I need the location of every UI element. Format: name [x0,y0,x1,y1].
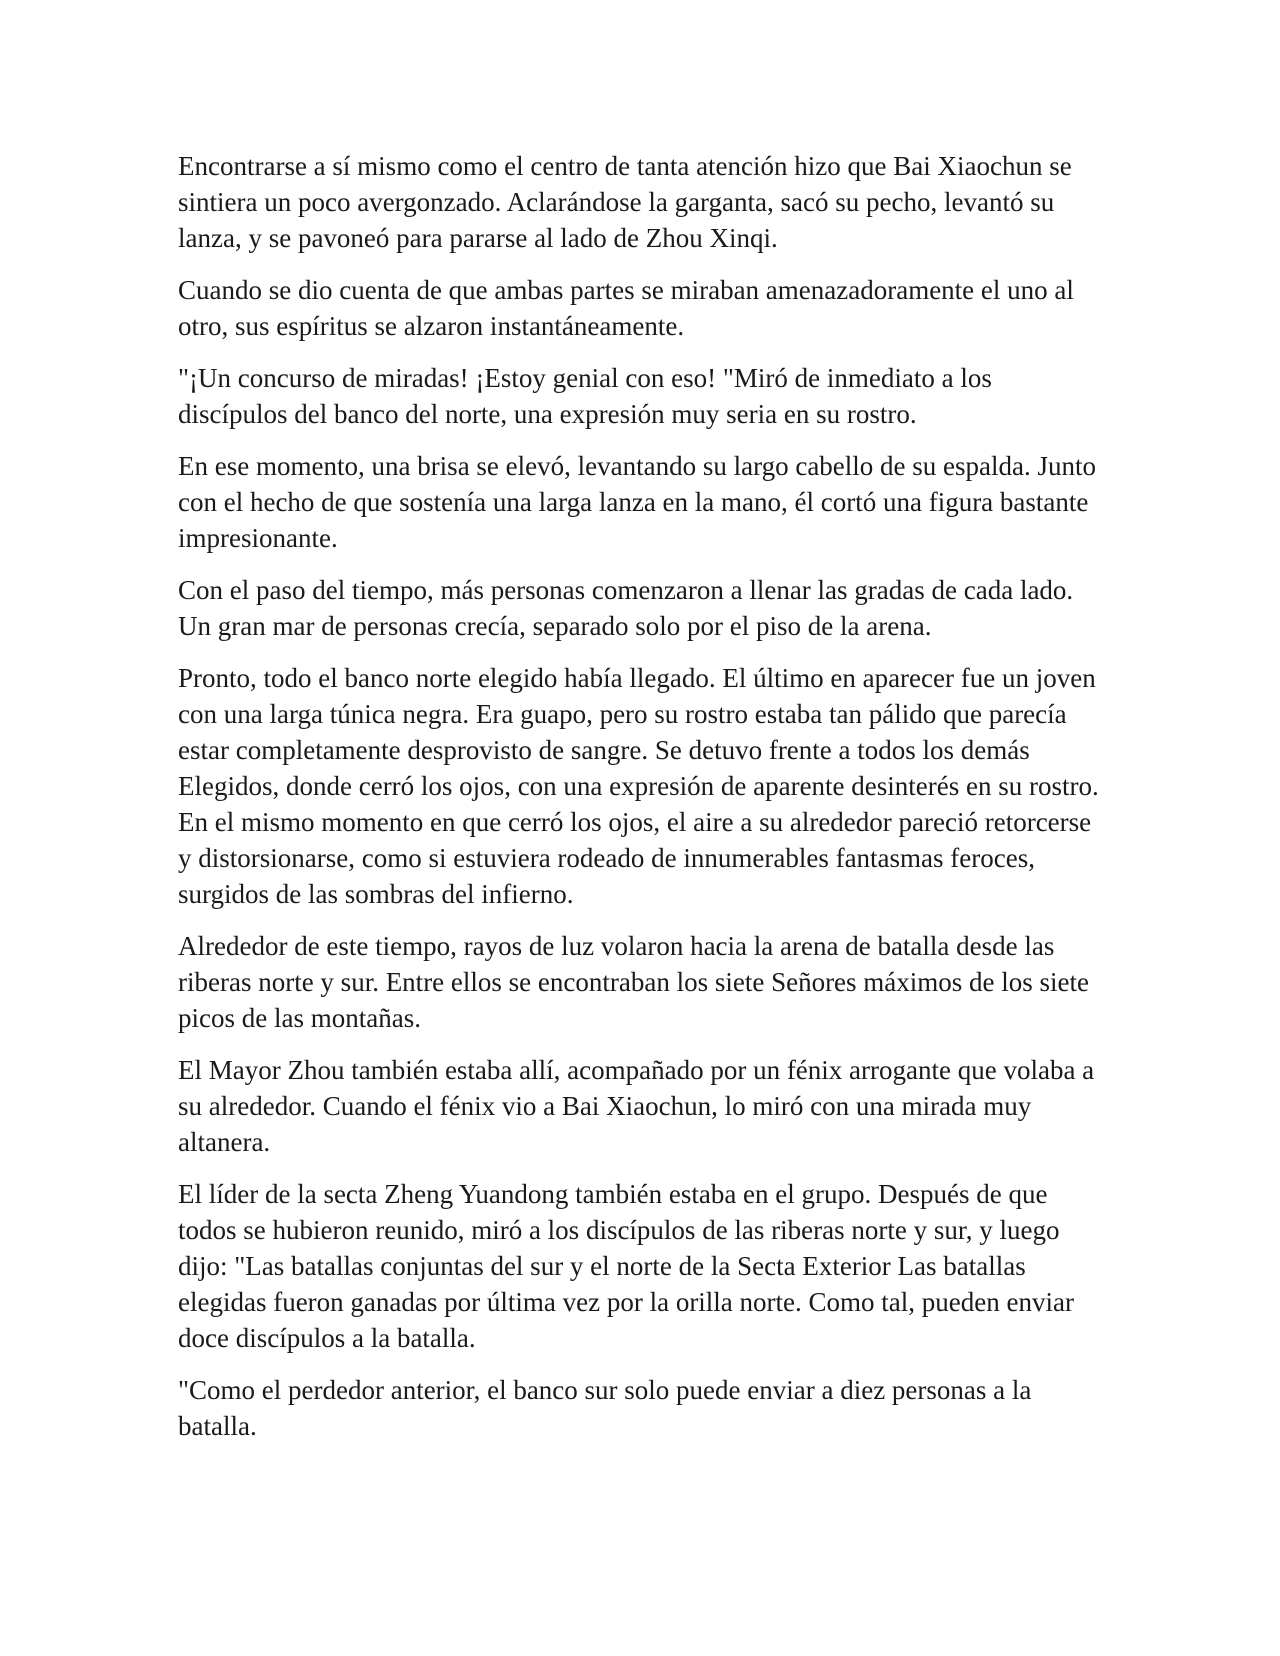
paragraph-10: "Como el perdedor anterior, el banco sur solo puede enviar a diez personas a la batalla. [178,1375,1032,1441]
paragraph-2: Cuando se dio cuenta de que ambas partes se miraban amenazadoramente el uno al otro, sus espíritus se alzaron instantáneamente. [178,275,1074,341]
paragraph-4: En ese momento, una brisa se elevó, levantando su largo cabello de su espalda. Junto con el hecho de que sostenía una larga lanza en la mano, él cortó una figura bastante impresionante. [178,451,1096,553]
paragraph-3: "¡Un concurso de miradas! ¡Estoy genial con eso! "Miró de inmediato a los discípulos del banco del norte, una expresión muy seria en su rostro. [178,363,992,429]
document-body [178,148,1108,1460]
paragraph-5: Con el paso del tiempo, más personas comenzaron a llenar las gradas de cada lado. Un gran mar de personas crecía, separado solo por el piso de la arena. [178,575,1074,641]
paragraph-9: El líder de la secta Zheng Yuandong también estaba en el grupo. Después de que todos se hubieron reunido, miró a los discípulos de las riberas norte y sur, y luego dijo: "Las batallas conjuntas del sur y el norte de la Secta Exterior Las batallas elegidas fueron ganadas por última vez por la orilla norte. Como tal, pueden enviar doce discípulos a la batalla. [178,1179,1074,1353]
paragraph-7: Alrededor de este tiempo, rayos de luz volaron hacia la arena de batalla desde las riberas norte y sur. Entre ellos se encontraban los siete Señores máximos de los siete picos de las montañas. [178,931,1090,1033]
paragraph-8: El Mayor Zhou también estaba allí, acompañado por un fénix arrogante que volaba a su alrededor. Cuando el fénix vio a Bai Xiaochun, lo miró con una mirada muy altanera. [178,1055,1095,1157]
paragraph-6: Pronto, todo el banco norte elegido había llegado. El último en aparecer fue un joven con una larga túnica negra. Era guapo, pero su rostro estaba tan pálido que parecía estar completamente desprovisto de sangre. Se detuvo frente a todos los demás Elegidos, donde cerró los ojos, con una expresión de aparente desinterés en su rostro. En el mismo momento en que cerró los ojos, el aire a su alrededor pareció retorcerse y distorsionarse, como si estuviera rodeado de innumerables fantasmas feroces, surgidos de las sombras del infierno. [178,663,1099,909]
paragraph-1: Encontrarse a sí mismo como el centro de tanta atención hizo que Bai Xiaochun se sintiera un poco avergonzado. Aclarándose la garganta, sacó su pecho, levantó su lanza, y se pavoneó para pararse al lado de Zhou Xinqi. [178,151,1072,253]
